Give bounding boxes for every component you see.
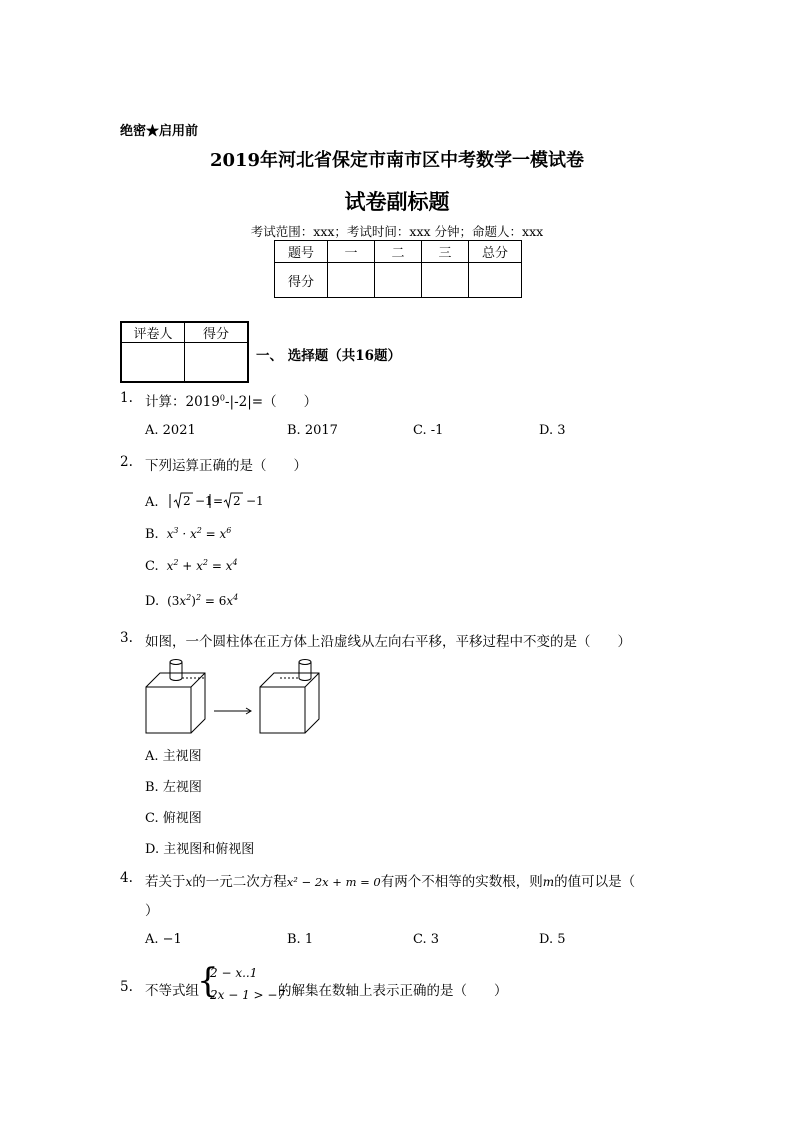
svg-text:−1: −1: [245, 494, 264, 508]
svg-text:2: 2: [182, 494, 191, 508]
question-3-stem: 如图，一个圆柱体在正方体上沿虚线从左向右平移，平移过程中不变的是（ ）: [145, 634, 631, 650]
question-1-stem: 计算：$2019^0-|-2|=$（ ）: [145, 393, 318, 410]
question-3-option-b[interactable]: B. 左视图: [145, 780, 202, 795]
grader-cell[interactable]: [121, 343, 185, 382]
score-header-cell: 题号: [275, 241, 328, 263]
question-2-option-d[interactable]: D. $(3x^2)^2 = 6x^4$: [145, 593, 239, 609]
question-2-number: 2.: [120, 454, 133, 470]
question-2-option-c[interactable]: C. $x^2 + x^2 = x^4$: [145, 558, 238, 574]
question-2-option-b-formula: $x^3 \cdot x^2 = x^6$: [162, 526, 232, 541]
question-1-number: 1.: [120, 390, 133, 406]
grader-score-cell[interactable]: [185, 343, 249, 382]
question-5-stem-prefix: 不等式组: [145, 983, 199, 999]
question-3-figure: [140, 654, 330, 738]
question-4-option-d[interactable]: D. 5: [539, 932, 566, 947]
question-4-stem: 若关于x的一元二次方程x² − 2x + m = 0有两个不相等的实数根，则m的值可以是（: [145, 874, 636, 890]
question-2-option-a-formula: [167, 491, 277, 511]
score-row-label: 得分: [275, 263, 328, 298]
exam-title: 2019年河北省保定市南市区中考数学一模试卷: [209, 150, 585, 171]
inequality-brace: {: [197, 961, 219, 1001]
question-4-stem-continuation: ）: [145, 903, 159, 919]
score-header-cell: 三: [422, 241, 469, 263]
right-cube-front: [260, 687, 305, 733]
score-cell[interactable]: [328, 263, 375, 298]
question-4-option-c[interactable]: C. 3: [413, 932, 440, 947]
question-2-option-b[interactable]: B. $x^3 \cdot x^2 = x^6$: [145, 526, 232, 542]
question-2-option-a[interactable]: A. 2 −1 = 2 −1: [145, 491, 277, 511]
exam-subtitle: 试卷副标题: [344, 189, 450, 214]
score-cell[interactable]: [469, 263, 522, 298]
left-cube-front: [146, 687, 191, 733]
exam-info: 考试范围：xxx；考试时间：xxx 分钟；命题人：xxx: [250, 224, 544, 239]
score-header-cell: 二: [375, 241, 422, 263]
question-5-stem-suffix: 的解集在数轴上表示正确的是（ ）: [278, 983, 508, 999]
section-title: 一、 选择题（共16题）: [256, 348, 401, 364]
question-4-option-a[interactable]: A. −1: [145, 932, 182, 947]
grader-table: [120, 321, 249, 383]
grader-header: 评卷人: [121, 322, 185, 343]
question-4-option-b[interactable]: B. 1: [287, 932, 314, 947]
svg-text:=: =: [212, 494, 223, 508]
score-cell[interactable]: [375, 263, 422, 298]
question-2-option-d-formula: $(3x^2)^2 = 6x^4$: [167, 593, 239, 608]
question-1-option-d[interactable]: D. 3: [539, 423, 566, 438]
inequality-line-2: 2x − 1 > −7: [210, 988, 286, 1002]
svg-text:2: 2: [232, 494, 241, 508]
score-header-cell: 总分: [469, 241, 522, 263]
question-1-option-c[interactable]: C. -1: [413, 423, 444, 438]
score-cell[interactable]: [422, 263, 469, 298]
question-5-number: 5.: [120, 979, 133, 995]
svg-text:−1: −1: [194, 494, 213, 508]
question-3-option-a[interactable]: A. 主视图: [145, 749, 202, 764]
score-header-cell: 一: [328, 241, 375, 263]
question-2-option-c-formula: $x^2 + x^2 = x^4$: [162, 558, 238, 573]
question-3-option-c[interactable]: C. 俯视图: [145, 811, 202, 826]
score-table: [274, 240, 522, 298]
question-1-option-a[interactable]: A. 2021: [145, 423, 196, 438]
question-3-option-d[interactable]: D. 主视图和俯视图: [145, 842, 255, 857]
question-4-number: 4.: [120, 870, 133, 886]
inequality-line-1: 2 − x..1: [210, 966, 258, 980]
confidential-mark: 绝密★启用前: [120, 124, 199, 139]
grader-score-header: 得分: [185, 322, 249, 343]
question-1-option-b[interactable]: B. 2017: [287, 423, 338, 438]
question-3-number: 3.: [120, 630, 133, 646]
question-2-stem: 下列运算正确的是（ ）: [145, 458, 307, 474]
